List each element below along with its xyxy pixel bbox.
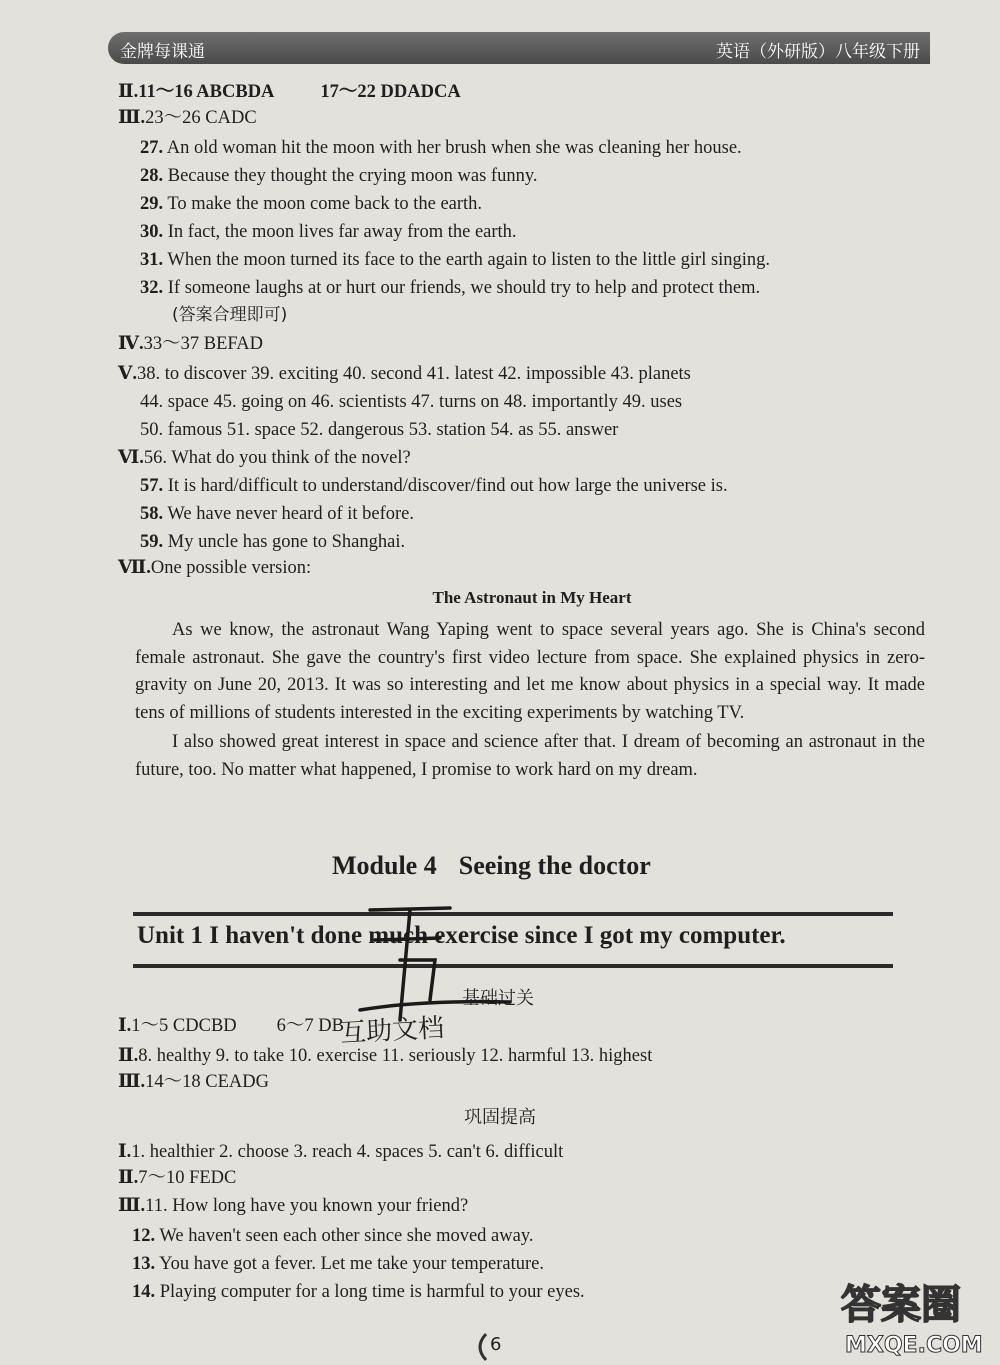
answer-line: 12. We haven't seen each other since she moved away.: [132, 1226, 534, 1246]
answer-line: 29. To make the moon come back to the earth.: [140, 194, 483, 214]
answer-line: Ⅲ.23～26 CADC: [118, 108, 257, 128]
answer-line: 57. It is hard/difficult to understand/discover/find out how large the universe is.: [140, 476, 728, 496]
answer-line: Ⅰ.1. healthier 2. choose 3. reach 4. spaces 5. can't 6. difficult: [118, 1142, 564, 1162]
answer-line: 32. If someone laughs at or hurt our friends, we should try to help and protect them.: [140, 278, 761, 298]
answer-line: 31. When the moon turned its face to the earth again to listen to the little girl singing.: [140, 250, 771, 270]
answer-line: Ⅵ.56. What do you think of the novel?: [118, 448, 411, 468]
book-series-title: 金牌每课通: [120, 42, 205, 62]
answer-line: Ⅴ.38. to discover 39. exciting 40. second 41. latest 42. impossible 43. planets: [118, 364, 691, 384]
book-subject-title: 英语（外研版）八年级下册: [716, 42, 920, 62]
answer-line: Ⅱ.8. healthy 9. to take 10. exercise 11. seriously 12. harmful 13. highest: [118, 1046, 653, 1066]
essay-paragraph: I also showed great interest in space and science after that. I dream of becoming an astronaut in the future, too. No matter what happened, I promise to work hard on my dream.: [135, 732, 925, 780]
module-heading: Module 4 Seeing the doctor: [332, 851, 651, 880]
answer-line: Ⅶ.One possible version:: [118, 558, 312, 578]
handwriting-stamp: 互助文档: [339, 1013, 445, 1049]
page-number-ornament-icon: [472, 1330, 532, 1364]
answer-line: Ⅱ.7～10 FEDC: [118, 1168, 237, 1188]
watermark-text: 答案圈: [841, 1282, 961, 1328]
section-heading: 基础过关: [462, 988, 534, 1009]
answer-note: (答案合理即可): [172, 305, 288, 325]
answer-line: 50. famous 51. space 52. dangerous 53. station 54. as 55. answer: [140, 420, 619, 440]
answer-line: 59. My uncle has gone to Shanghai.: [140, 532, 406, 552]
section-heading: 巩固提高: [464, 1107, 536, 1128]
watermark-url: MXQE.COM: [845, 1333, 983, 1358]
answer-line: 28. Because they thought the crying moon was funny.: [140, 166, 538, 186]
essay-paragraph: As we know, the astronaut Wang Yaping went to space several years ago. She is China's second female astronaut. She gave the country's first video lecture from space. She explained physics in zero-gravity on June 20, 2013. It was so interesting and let me know about physics in a special way. It made tens of millions of students interested in the exciting experiments by watching TV.: [135, 620, 925, 723]
answer-line: Ⅲ.11. How long have you known your friend?: [118, 1196, 469, 1216]
answer-line: 13. You have got a fever. Let me take your temperature.: [132, 1254, 545, 1274]
unit-title: Unit 1 I haven't done much exercise since I got my computer.: [137, 922, 786, 949]
essay-body: [135, 617, 925, 785]
page-number: 6: [490, 1334, 502, 1355]
answer-line: 27. An old woman hit the moon with her brush when she was cleaning her house.: [140, 138, 742, 158]
answer-line: 14. Playing computer for a long time is harmful to your eyes.: [132, 1282, 585, 1302]
answer-line: 58. We have never heard of it before.: [140, 504, 415, 524]
answer-line: 30. In fact, the moon lives far away from the earth.: [140, 222, 517, 242]
site-watermark-logo: [835, 1268, 995, 1360]
answer-line: 44. space 45. going on 46. scientists 47. turns on 48. importantly 49. uses: [140, 392, 683, 412]
answer-line: Ⅰ.1～5 CDCBD 6～7 DB: [118, 1016, 344, 1036]
answer-line: Ⅱ.11～16 ABCBDA 17～22 DDADCA: [118, 82, 461, 102]
page-header: [108, 32, 930, 64]
answer-line: Ⅲ.14～18 CEADG: [118, 1072, 270, 1092]
essay-title: The Astronaut in My Heart: [432, 588, 632, 607]
answer-line: Ⅳ.33～37 BEFAD: [118, 334, 264, 354]
